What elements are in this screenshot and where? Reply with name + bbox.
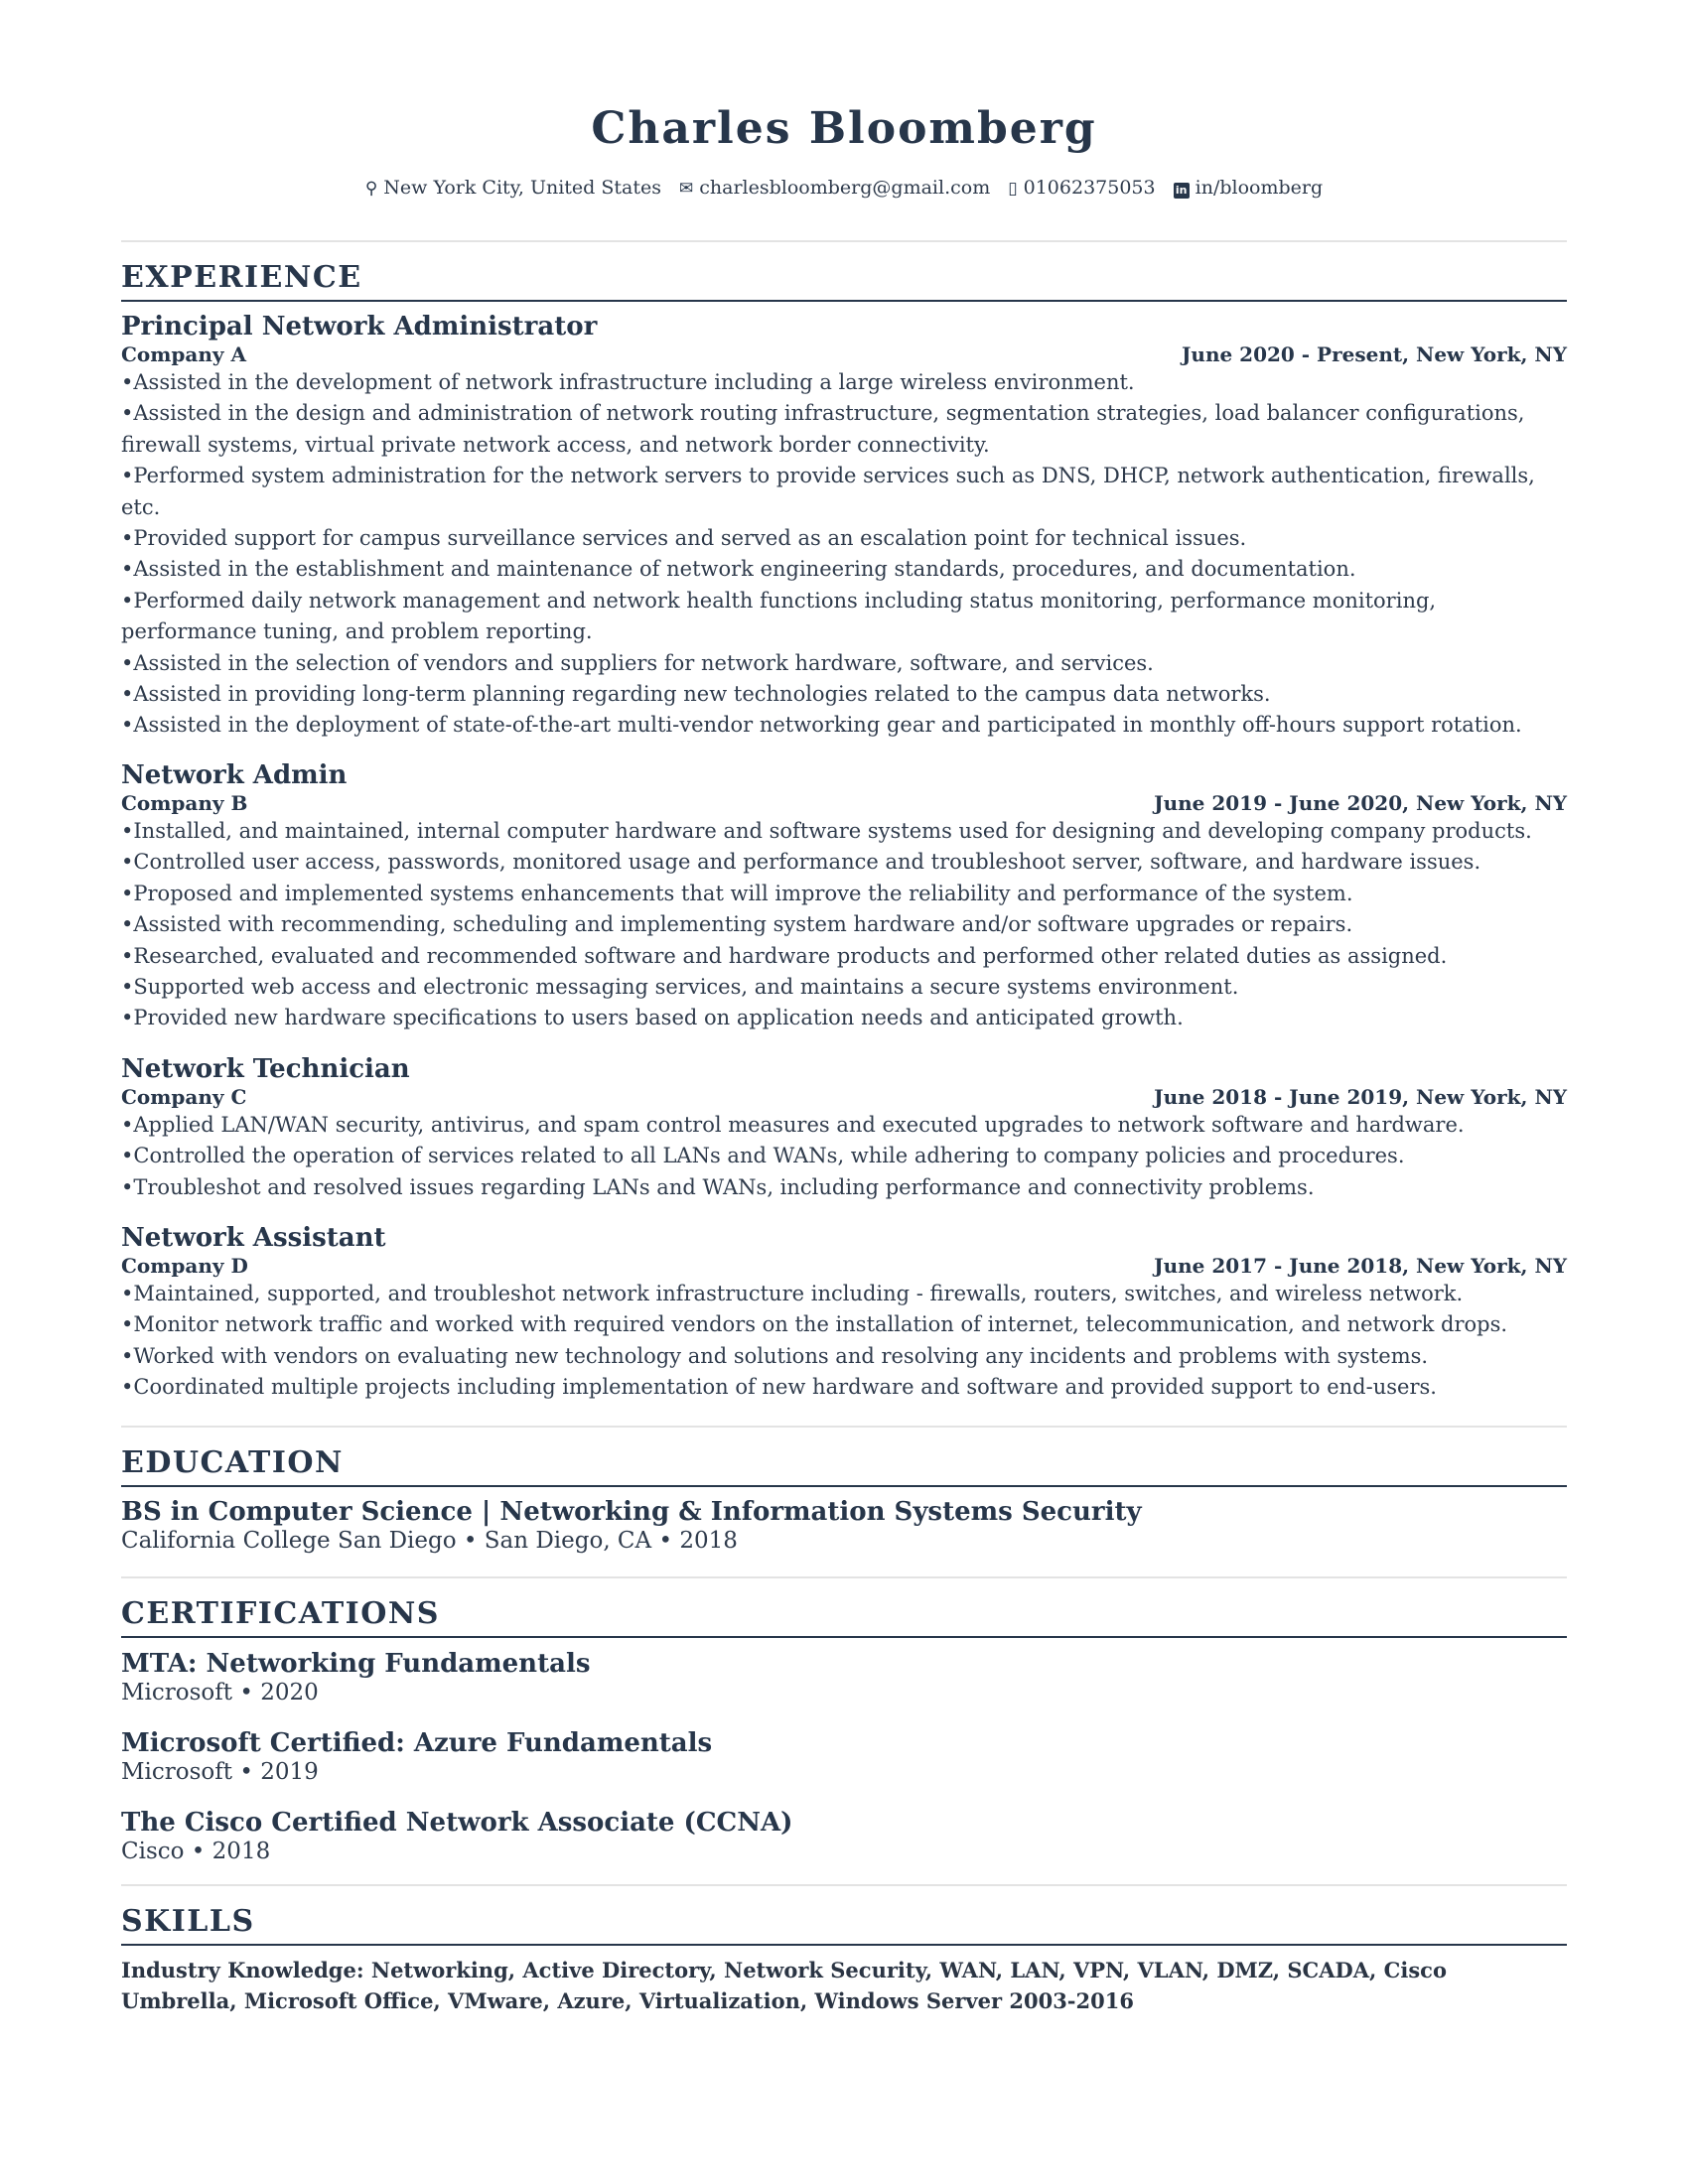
job-title: Network Technician xyxy=(121,1054,410,1084)
bullet-item: • Researched, evaluated and recommended software and hardware products and performed other related duties as assigned. xyxy=(121,941,1567,972)
job-title: Network Admin xyxy=(121,760,348,790)
job-meta xyxy=(121,790,1567,816)
bullet-item: • Maintained, supported, and troubleshot network infrastructure including - firewalls, routers, switches, and wireless network. xyxy=(121,1279,1567,1309)
contact-email[interactable]: ✉ charlesbloomberg@gmail.com xyxy=(679,177,991,199)
contact-line xyxy=(0,177,1688,199)
bullet-item: • Assisted in the selection of vendors and suppliers for network hardware, software, and services. xyxy=(121,648,1567,679)
section-underline xyxy=(121,300,1567,302)
contact-phone[interactable]: ▯ 01062375053 xyxy=(1008,177,1156,199)
certification-name: The Cisco Certified Network Associate (CCNA) xyxy=(121,1808,793,1838)
candidate-name: Charles Bloomberg xyxy=(591,103,1097,154)
certification-entry xyxy=(121,1808,1567,1865)
bullet-item: • Assisted in the deployment of state-of-the-art multi-vendor networking gear and participated in monthly off-hours support rotation. xyxy=(121,710,1567,741)
bullet-item: • Troubleshot and resolved issues regarding LANs and WANs, including performance and connectivity problems. xyxy=(121,1172,1567,1203)
company-name: Company A xyxy=(121,342,247,366)
location-pin-icon: ⚲ xyxy=(364,179,378,199)
section-divider xyxy=(121,1576,1567,1578)
bullet-item: • Coordinated multiple projects including implementation of new hardware and software and provided support to end-users. xyxy=(121,1372,1567,1403)
section-divider xyxy=(121,1426,1567,1428)
job-bullets xyxy=(121,1279,1567,1404)
education-entry xyxy=(121,1497,1567,1555)
section-underline xyxy=(121,1636,1567,1638)
bullet-item: • Assisted with recommending, scheduling and implementing system hardware and/or software upgrades or repairs. xyxy=(121,909,1567,940)
job-entry xyxy=(121,312,1567,742)
envelope-icon: ✉ xyxy=(679,179,694,199)
job-entry xyxy=(121,1223,1567,1404)
section-title-certifications: CERTIFICATIONS xyxy=(121,1596,440,1631)
bullet-item: • Supported web access and electronic messaging services, and maintains a secure systems environment. xyxy=(121,972,1567,1003)
job-meta xyxy=(121,1253,1567,1279)
certification-issuer: Microsoft • 2020 xyxy=(121,1680,319,1706)
bullet-item: • Controlled user access, passwords, monitored usage and performance and troubleshoot server, software, and hardware issues. xyxy=(121,847,1567,878)
section-title-experience: EXPERIENCE xyxy=(121,260,362,295)
job-bullets xyxy=(121,816,1567,1034)
job-bullets xyxy=(121,1110,1567,1203)
bullet-item: • Applied LAN/WAN security, antivirus, and spam control measures and executed upgrades to network software and hardware. xyxy=(121,1110,1567,1141)
job-dates: June 2017 - June 2018, New York, NY xyxy=(1154,1254,1567,1278)
bullet-item: • Performed daily network management and network health functions including status monitoring, performance monitoring, performance tuning, and problem reporting. xyxy=(121,586,1567,648)
job-title: Network Assistant xyxy=(121,1223,386,1253)
contact-location: ⚲ New York City, United States xyxy=(364,177,661,199)
bullet-item: • Monitor network traffic and worked with required vendors on the installation of internet, telecommunication, and network drops. xyxy=(121,1309,1567,1340)
section-title-skills: SKILLS xyxy=(121,1904,255,1939)
job-bullets xyxy=(121,367,1567,742)
skills-text: Industry Knowledge: Networking, Active Directory, Network Security, WAN, LAN, VPN, VLAN, DMZ, SCADA, Cisco Umbrella, Microsoft Office, VMware, Azure, Virtualization, Windows Server 2003-2016 xyxy=(121,1958,1447,2013)
contact-linkedin[interactable]: in in/bloomberg xyxy=(1174,177,1324,199)
bullet-item: • Performed system administration for the network servers to provide services such as DNS, DHCP, network authentication, firewalls, etc. xyxy=(121,461,1567,523)
job-meta xyxy=(121,341,1567,367)
job-dates: June 2019 - June 2020, New York, NY xyxy=(1154,791,1567,815)
section-underline xyxy=(121,1485,1567,1487)
certifications-list xyxy=(121,1649,1567,1887)
certification-entry xyxy=(121,1649,1567,1706)
certification-name: Microsoft Certified: Azure Fundamentals xyxy=(121,1728,713,1758)
certification-issuer: Microsoft • 2019 xyxy=(121,1759,319,1785)
job-entry xyxy=(121,1054,1567,1203)
school-line: California College San Diego • San Diego, CA • 2018 xyxy=(121,1528,738,1554)
section-underline xyxy=(121,1944,1567,1946)
company-name: Company B xyxy=(121,791,248,815)
section-title-education: EDUCATION xyxy=(121,1445,344,1480)
job-dates: June 2018 - June 2019, New York, NY xyxy=(1154,1085,1567,1109)
company-name: Company C xyxy=(121,1085,247,1109)
job-title: Principal Network Administrator xyxy=(121,312,598,341)
bullet-item: • Controlled the operation of services related to all LANs and WANs, while adhering to company policies and procedures. xyxy=(121,1141,1567,1171)
section-divider xyxy=(121,1884,1567,1886)
bullet-item: • Assisted in providing long-term planning regarding new technologies related to the campus data networks. xyxy=(121,679,1567,710)
job-entry xyxy=(121,760,1567,1034)
linkedin-icon: in xyxy=(1174,183,1190,199)
certification-entry xyxy=(121,1728,1567,1786)
certification-issuer: Cisco • 2018 xyxy=(121,1839,271,1864)
mobile-phone-icon: ▯ xyxy=(1008,179,1018,199)
bullet-item: • Proposed and implemented systems enhancements that will improve the reliability and performance of the system. xyxy=(121,879,1567,909)
bullet-item: • Worked with vendors on evaluating new technology and solutions and resolving any incidents and problems with systems. xyxy=(121,1341,1567,1372)
company-name: Company D xyxy=(121,1254,248,1278)
bullet-item: • Assisted in the development of network infrastructure including a large wireless environment. xyxy=(121,367,1567,398)
section-divider xyxy=(121,240,1567,242)
bullet-item: • Assisted in the design and administration of network routing infrastructure, segmentation strategies, load balancer configurations, firewall systems, virtual private network access, and network border connectivity. xyxy=(121,398,1567,461)
degree-title: BS in Computer Science | Networking & Information Systems Security xyxy=(121,1497,1142,1527)
bullet-item: • Assisted in the establishment and maintenance of network engineering standards, procedures, and documentation. xyxy=(121,554,1567,585)
bullet-item: • Provided new hardware specifications to users based on application needs and anticipated growth. xyxy=(121,1003,1567,1033)
job-meta xyxy=(121,1084,1567,1110)
bullet-item: • Installed, and maintained, internal computer hardware and software systems used for designing and developing company products. xyxy=(121,816,1567,847)
bullet-item: • Provided support for campus surveillance services and served as an escalation point for technical issues. xyxy=(121,523,1567,554)
certification-name: MTA: Networking Fundamentals xyxy=(121,1649,591,1679)
job-dates: June 2020 - Present, New York, NY xyxy=(1181,342,1567,366)
